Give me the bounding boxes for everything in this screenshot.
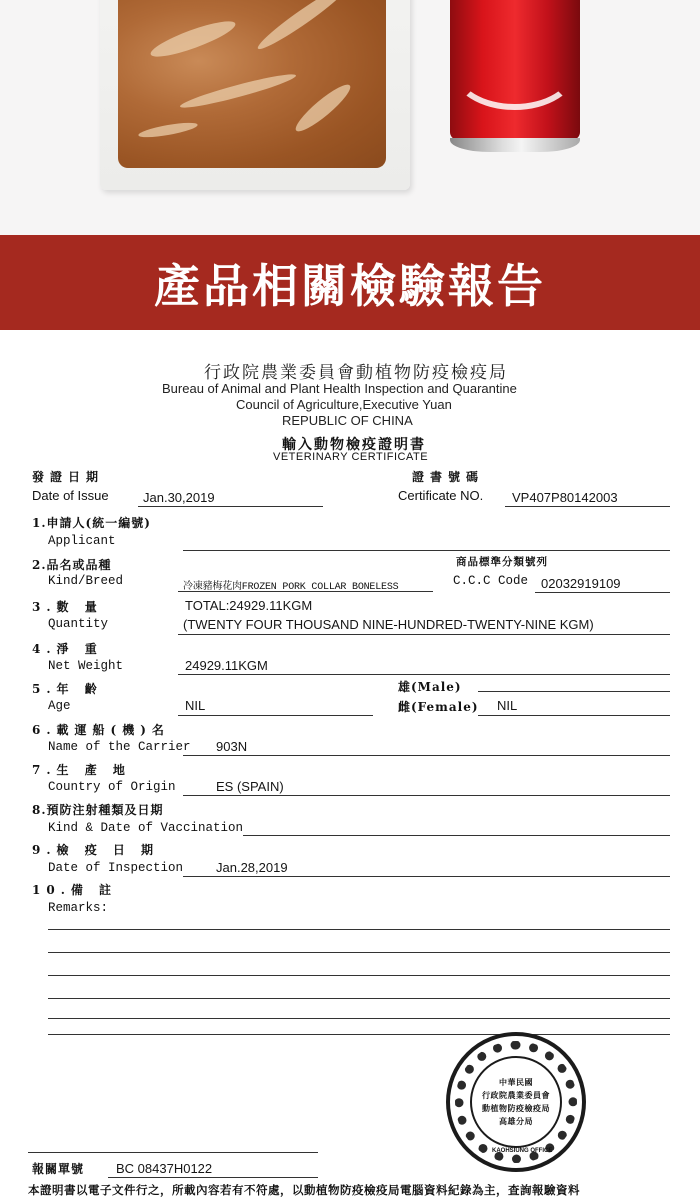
age-label-zh: 5.年 齡	[32, 682, 103, 696]
inspection-label-zh: 9.檢 疫 日 期	[32, 843, 160, 857]
carrier-label-en: Name of the Carrier	[48, 740, 191, 754]
carrier-label-zh: 6.載運船(機)名	[32, 723, 170, 737]
section-banner	[0, 235, 700, 330]
pork-meat-image	[118, 0, 386, 168]
quantity-value-words: (TWENTY FOUR THOUSAND NINE-HUNDRED-TWENTY-NINE KGM)	[183, 617, 594, 632]
remarks-label-en: Remarks:	[48, 901, 109, 915]
stamp-line-2: 行政院農業委員會	[482, 1090, 550, 1100]
issue-date-value: Jan.30,2019	[143, 490, 215, 505]
female-value: NIL	[497, 698, 518, 713]
agency-name-en: Bureau of Animal and Plant Health Inspection and Quarantine	[162, 381, 517, 396]
stamp-line-4: 高雄分局	[499, 1116, 533, 1126]
inspection-value: Jan.28,2019	[216, 860, 288, 875]
quantity-value: TOTAL:24929.11KGM	[185, 598, 313, 613]
product-photo	[0, 0, 700, 235]
net-weight-label-zh: 4.淨 重	[32, 642, 103, 656]
quantity-label-zh: 3.數 量	[32, 600, 103, 614]
net-weight-value: 24929.11KGM	[185, 658, 268, 673]
banner-title: 產品相關檢驗報告	[154, 258, 546, 313]
veterinary-certificate	[0, 330, 700, 1200]
certificate-no-value: VP407P80142003	[512, 490, 618, 505]
kind-label-zh: 2.品名或品種	[32, 558, 112, 572]
certificate-title-zh: 輸入動物檢疫證明書	[282, 437, 426, 453]
agency-name-zh: 行政院農業委員會動植物防疫檢疫局	[204, 363, 508, 383]
female-label: 雌(Female)	[398, 700, 479, 714]
vaccination-label-zh: 8.預防注射種類及日期	[32, 803, 164, 817]
stamp-rim-text: KAOHSIUNG OFFICE	[492, 1148, 553, 1154]
kind-label-en: Kind/Breed	[48, 574, 124, 588]
certificate-no-label-en: Certificate NO.	[398, 488, 484, 503]
kind-value: 冷凍豬梅花肉FROZEN PORK COLLAR BONELESS	[183, 582, 399, 593]
origin-value: ES (SPAIN)	[216, 779, 284, 794]
quantity-label-en: Quantity	[48, 617, 109, 631]
remarks-label-zh: 10.備 註	[32, 883, 118, 897]
vaccination-label-en: Kind & Date of Vaccination	[48, 821, 244, 835]
age-value: NIL	[185, 698, 206, 713]
council-name-en: Council of Agriculture,Executive Yuan	[236, 397, 452, 412]
declaration-label: 報關單號	[32, 1162, 85, 1176]
ccc-label-zh: 商品標準分類號列	[456, 556, 548, 568]
country-name-en: REPUBLIC OF CHINA	[282, 413, 413, 428]
stamp-line-1: 中華民國	[499, 1077, 533, 1087]
footer-note: 本證明書以電子文件行之，所載內容若有不符處，以動植物防疫檢疫局電腦資料紀錄為主，查詢報驗資料	[28, 1183, 580, 1197]
certificate-title-en: VETERINARY CERTIFICATE	[273, 451, 429, 463]
issue-date-label-en: Date of Issue	[32, 488, 109, 503]
applicant-label-en: Applicant	[48, 534, 116, 548]
net-weight-label-en: Net Weight	[48, 659, 124, 673]
ccc-value: 02032919109	[541, 576, 621, 591]
ccc-label-en: C.C.C Code	[453, 574, 529, 588]
carrier-value: 903N	[216, 739, 248, 754]
declaration-value: BC 08437H0122	[116, 1161, 213, 1176]
applicant-label-zh: 1.申請人(統一編號)	[32, 516, 151, 530]
stamp-line-3: 動植物防疫檢疫局	[482, 1103, 550, 1113]
origin-label-en: Country of Origin	[48, 780, 176, 794]
male-label: 雄(Male)	[398, 680, 462, 694]
age-label-en: Age	[48, 699, 71, 713]
issue-date-label-zh: 發證日期	[32, 470, 105, 484]
official-seal-stamp	[446, 1032, 586, 1172]
certificate-no-label-zh: 證書號碼	[412, 470, 485, 484]
inspection-label-en: Date of Inspection	[48, 861, 184, 875]
origin-label-zh: 7.生 產 地	[32, 763, 131, 777]
